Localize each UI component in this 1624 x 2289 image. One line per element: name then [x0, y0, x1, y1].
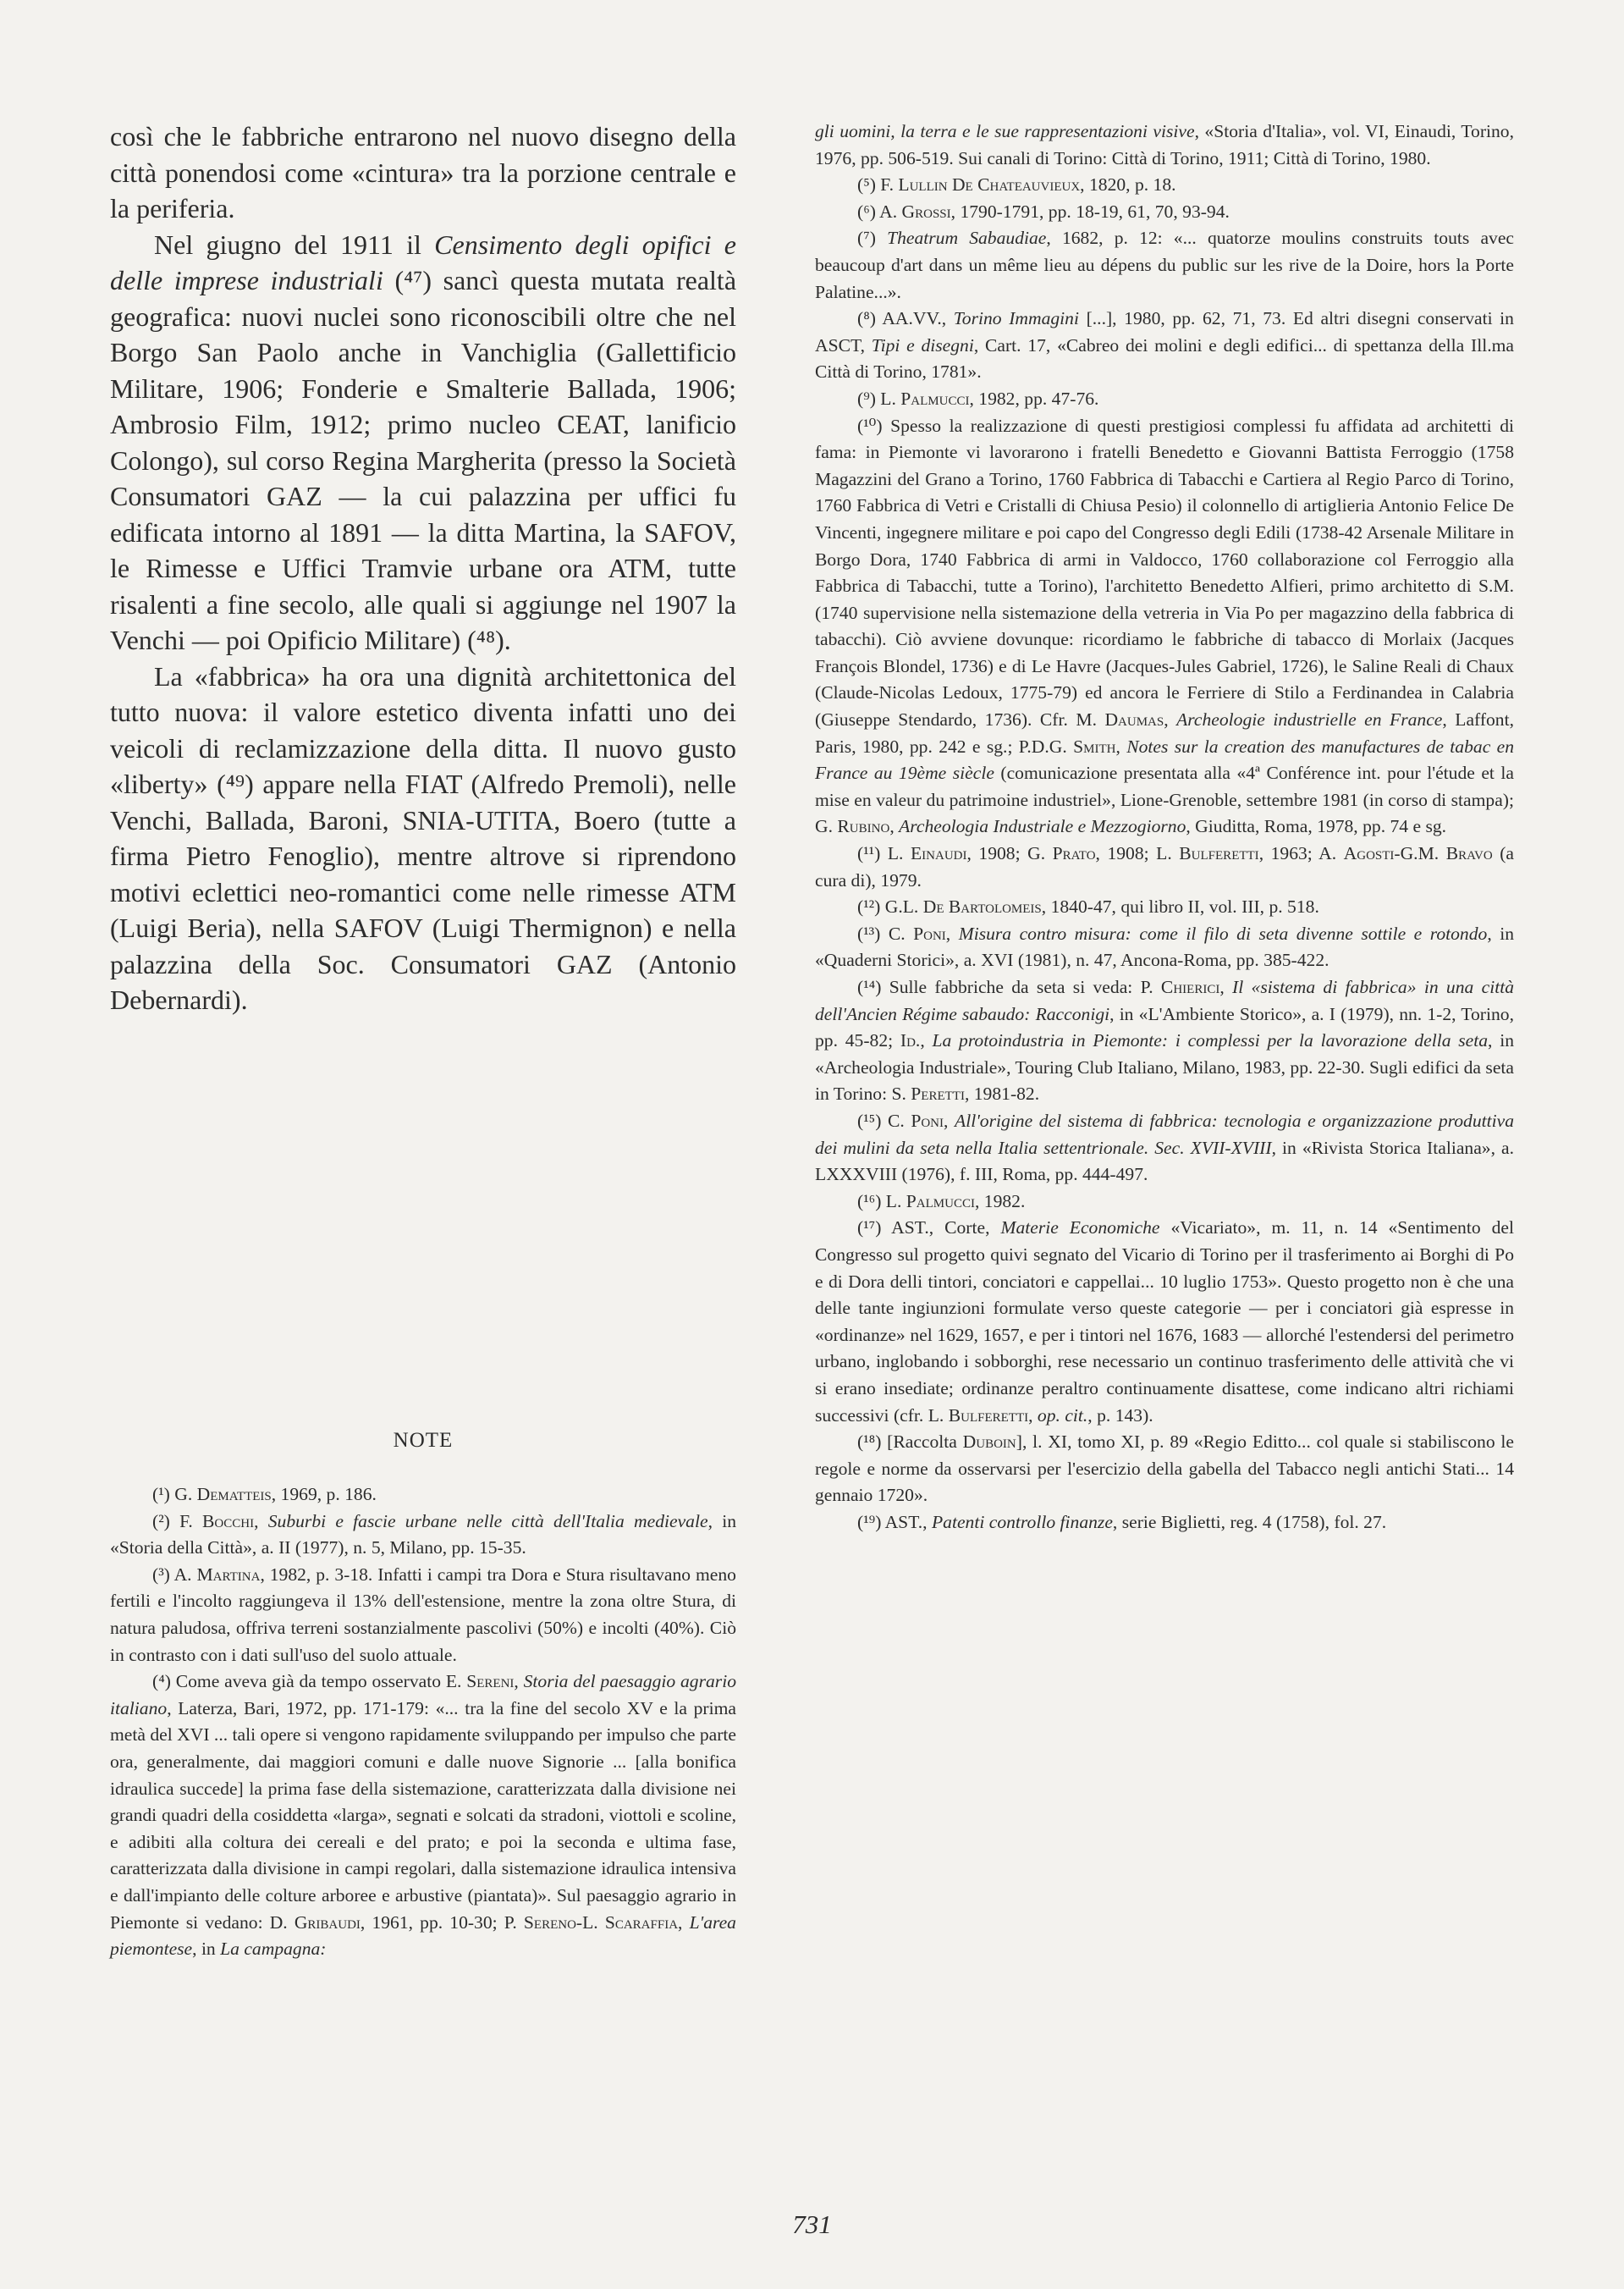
- note-11: (¹¹) L. Einaudi, 1908; G. Prato, 1908; L. Bulferetti, 1963; A. Agosti-G.M. Bravo (a cura di), 1979.: [815, 843, 1514, 891]
- census-title: Censimento degli opifici e delle imprese industriali: [110, 229, 737, 295]
- note-4: (⁴) Come aveva già da tempo osservato E. Sereni, Storia del paesaggio agrario italiano, Laterza, Bari, 1972, pp. 171-179: «... tra la fine del secolo XV e la prima metà del XVI ... tali opere si vengono rapidamente sviluppando per impulso che parte ora, generalmente, dai maggiori comuni e dalle nuove Signorie ... [alla bonifica idraulica succede] la prima fase della sistemazione, caratterizzata dalla divisione nei grandi quadri della cosiddetta «larga», segnati e solcati da stradoni, viottoli e scoline, e adibiti alla coltura dei cereali e del prato; e poi la seconda e ultima fase, caratterizzata dalla divisione in campi regolari, dalla sistemazione idraulica intensiva e dall'impianto delle colture arboree e arbustive (piantata)». Sul paesaggio agrario in Piemonte si vedano: D. Gribaudi, 1961, pp. 10-30; P. Sereno-L. Scaraffia, L'area piemontese, in La campagna:: [110, 1671, 737, 1960]
- note-6: (⁶) A. Grossi, 1790-1791, pp. 18-19, 61, 70, 93-94.: [857, 201, 1230, 222]
- note-3: (³) A. Martina, 1982, p. 3-18. Infatti i campi tra Dora e Stura risultavano meno fertili e l'incolto raggiungeva il 13% dell'estensione, mentre la zona oltre Stura, di natura paludosa, offriva terreni sostanzialmente pascolivi (50%) e incolti (40%). Ciò in contrasto con i dati sull'uso del suolo attuale.: [110, 1564, 736, 1665]
- paragraph-1: così che le fabbriche entrarono nel nuovo disegno della città ponendosi come «cintura» tra la porzione centrale e la periferia.: [110, 121, 736, 223]
- note-12: (¹²) G.L. De Bartolomeis, 1840-47, qui libro II, vol. III, p. 518.: [857, 896, 1319, 918]
- page-number: 731: [792, 2209, 832, 2239]
- paragraph-2: Nel giugno del 1911 il Censimento degli opifici e delle imprese industriali (⁴⁷) sancì questa mutata realtà geografica: nuovi nuclei sono riconoscibili oltre che nel Borgo San Paolo anche in Vanchiglia (Gallettificio Militare, 1906; Fonderie e Smalterie Ballada, 1906; Ambrosio Film, 1912; primo nucleo CEAT, lanificio Colongo), sul corso Regina Margherita (presso la Società Consumatori GAZ — la cui palazzina per uffici fu edificata intorno al 1891 — la ditta Martina, la SAFOV, le Rimesse e Uffici Tramvie urbane ora ATM, tutte risalenti a fine secolo, alle quali si aggiunge nel 1907 la Venchi — poi Opificio Militare) (⁴⁸).: [110, 229, 737, 655]
- notes-right-column: [815, 119, 1514, 1536]
- notes-left-column: [110, 1481, 736, 1963]
- note-10: (¹⁰) Spesso la realizzazione di questi prestigiosi complessi fu affidata ad architetti di fama: in Piemonte vi lavorarono i fratelli Benedetto e Giovanni Battista Ferroggio (1758 Magazzini del Grano a Torino, 1760 Fabbrica di Tabacchi e Cartiera al Regio Parco di Torino, 1760 Fabbrica di Vetri e Cristalli di Chiusa Pesio) il colonnello di artiglieria Antonio Felice De Vincenti, ingegnere militare e poi capo del Congresso degli Edili (1738-42 Arsenale Militare in Borgo Dora, 1740 Fabbrica di armi in Valdocco, 1760 collaborazione col Ferroggio alla Fabbrica di Tabacchi, tutte a Torino), l'architetto Benedetto Alfieri, primo architetto di S.M. (1740 supervisione nella sistemazione della vetreria in Via Po per magazzino della fabbrica di tabacchi). Ciò avviene dovunque: ricordiamo le fabbriche di tabacco di Morlaix (Jacques François Blondel, 1736) e di Le Havre (Jacques-Jules Gabriel, 1726), le Saline Reali di Chaux (Claude-Nicolas Ledoux, 1775-79) ed ancora le Ferriere di Stilo a Ferdinandea in Calabria (Giuseppe Stendardo, 1736). Cfr. M. Daumas, Archeologie industrielle en France, Laffont, Paris, 1980, pp. 242 e sg.; P.D.G. Smith, Notes sur la creation des manufactures de tabac en France au 19ème siècle (comunicazione presentata alla «4ª Conférence int. pour l'étude et la mise en valeur du patrimoine industriel», Lione-Grenoble, settembre 1981 (in corso di stampa); G. Rubino, Archeologia Industriale e Mezzogiorno, Giuditta, Roma, 1978, pp. 74 e sg.: [815, 415, 1515, 837]
- note-9: (⁹) L. Palmucci, 1982, pp. 47-76.: [857, 388, 1099, 409]
- note-17: (¹⁷) AST., Corte, Materie Economiche «Vicariato», m. 11, n. 14 «Sentimento del Congresso sul progetto quivi segnato del Vicario di Torino per il trasferimento ai Borghi di Po e di Dora delli tintori, conciatori e cappellai... 10 luglio 1753». Questo progetto non è che una delle tante ingiunzioni formulate verso queste categorie — per i conciatori già espresse in «ordinanze» nel 1629, 1657, e per i tintori nel 1676, 1683 — allorché l'estendersi del perimetro urbano, inglobando i sobborghi, rese necessario un continuo trasferimento delle attività che vi si erano insediate; ordinanze peraltro continuamente disattese, come indicano altri richiami successivi (cfr. L. Bulferetti, op. cit., p. 143).: [815, 1217, 1514, 1426]
- note-5: (⁵) F. Lullin De Chateauvieux, 1820, p. 18.: [857, 174, 1176, 196]
- note-1: (¹) G. Dematteis, 1969, p. 186.: [152, 1484, 377, 1504]
- paragraph-3: La «fabbrica» ha ora una dignità architettonica del tutto nuova: il valore estetico diventa infatti uno dei veicoli di reclamizzazione della ditta. Il nuovo gusto «liberty» (⁴⁹) appare nella FIAT (Alfredo Premoli), nelle Venchi, Ballada, Baroni, SNIA-UTITA, Boero (tutte a firma Pietro Fenoglio), mentre altrove si riprendono motivi eclettici neo-romantici come nelle rimesse ATM (Luigi Beria), nella SAFOV (Luigi Thermignon) e nella palazzina della Soc. Consumatori GAZ (Antonio Debernardi).: [110, 660, 736, 1015]
- note-15: (¹⁵) C. Poni, All'origine del sistema di fabbrica: tecnologia e organizzazione produttiva dei mulini da seta nella Italia settentrionale. Sec. XVII-XVIII, in «Rivista Storica Italiana», a. LXXXVIII (1976), f. III, Roma, pp. 444-497.: [815, 1110, 1515, 1185]
- note-7: (⁷) Theatrum Sabaudiae, 1682, p. 12: «... quatorze moulins construits touts avec beaucoup d'art dans un même lieu au dépens du public sur les rive de la Doire, hors la Porte Palatine...».: [815, 228, 1515, 302]
- note-16: (¹⁶) L. Palmucci, 1982.: [857, 1190, 1026, 1211]
- main-text-column: [110, 119, 736, 1018]
- note-14: (¹⁴) Sulle fabbriche da seta si veda: P. Chierici, Il «sistema di fabbrica» in una città dell'Ancien Régime sabaudo: Racconigi, in «L'Ambiente Storico», a. I (1979), nn. 1-2, Torino, pp. 45-82; Id., La protoindustria in Piemonte: i complessi per la lavorazione della seta, in «Archeologia Industriale», Touring Club Italiano, Milano, 1983, pp. 22-30. Sugli edifici da seta in Torino: S. Peretti, 1981-82.: [815, 977, 1515, 1105]
- notes-heading: NOTE: [393, 1429, 454, 1452]
- note-13: (¹³) C. Poni, Misura contro misura: come il filo di seta divenne sottile e rotondo, in «Quaderni Storici», a. XVI (1981), n. 47, Ancona-Roma, pp. 385-422.: [815, 923, 1515, 971]
- note-19: (¹⁹) AST., Patenti controllo finanze, serie Biglietti, reg. 4 (1758), fol. 27.: [857, 1511, 1387, 1532]
- note-18: (¹⁸) [Raccolta Duboin], l. XI, tomo XI, p. 89 «Regio Editto... col quale si stabiliscono le regole e norme da osservarsi per l'esercizio della gabella del Tabacco negli antichi Stati... 14 gennaio 1720».: [815, 1431, 1514, 1506]
- note-4-continued: gli uomini, la terra e le sue rappresentazioni visive, «Storia d'Italia», vol. VI, Einaudi, Torino, 1976, pp. 506-519. Sui canali di Torino: Città di Torino, 1911; Città di Torino, 1980.: [815, 121, 1514, 168]
- note-8: (⁸) AA.VV., Torino Immagini [...], 1980, pp. 62, 71, 73. Ed altri disegni conservati in ASCT, Tipi e disegni, Cart. 17, «Cabreo dei molini e degli edifici... di spettanza della Ill.ma Città di Torino, 1781».: [815, 308, 1514, 383]
- note-2: (²) F. Bocchi, Suburbi e fascie urbane nelle città dell'Italia medievale, in «Storia della Città», a. II (1977), n. 5, Milano, pp. 15-35.: [110, 1510, 736, 1558]
